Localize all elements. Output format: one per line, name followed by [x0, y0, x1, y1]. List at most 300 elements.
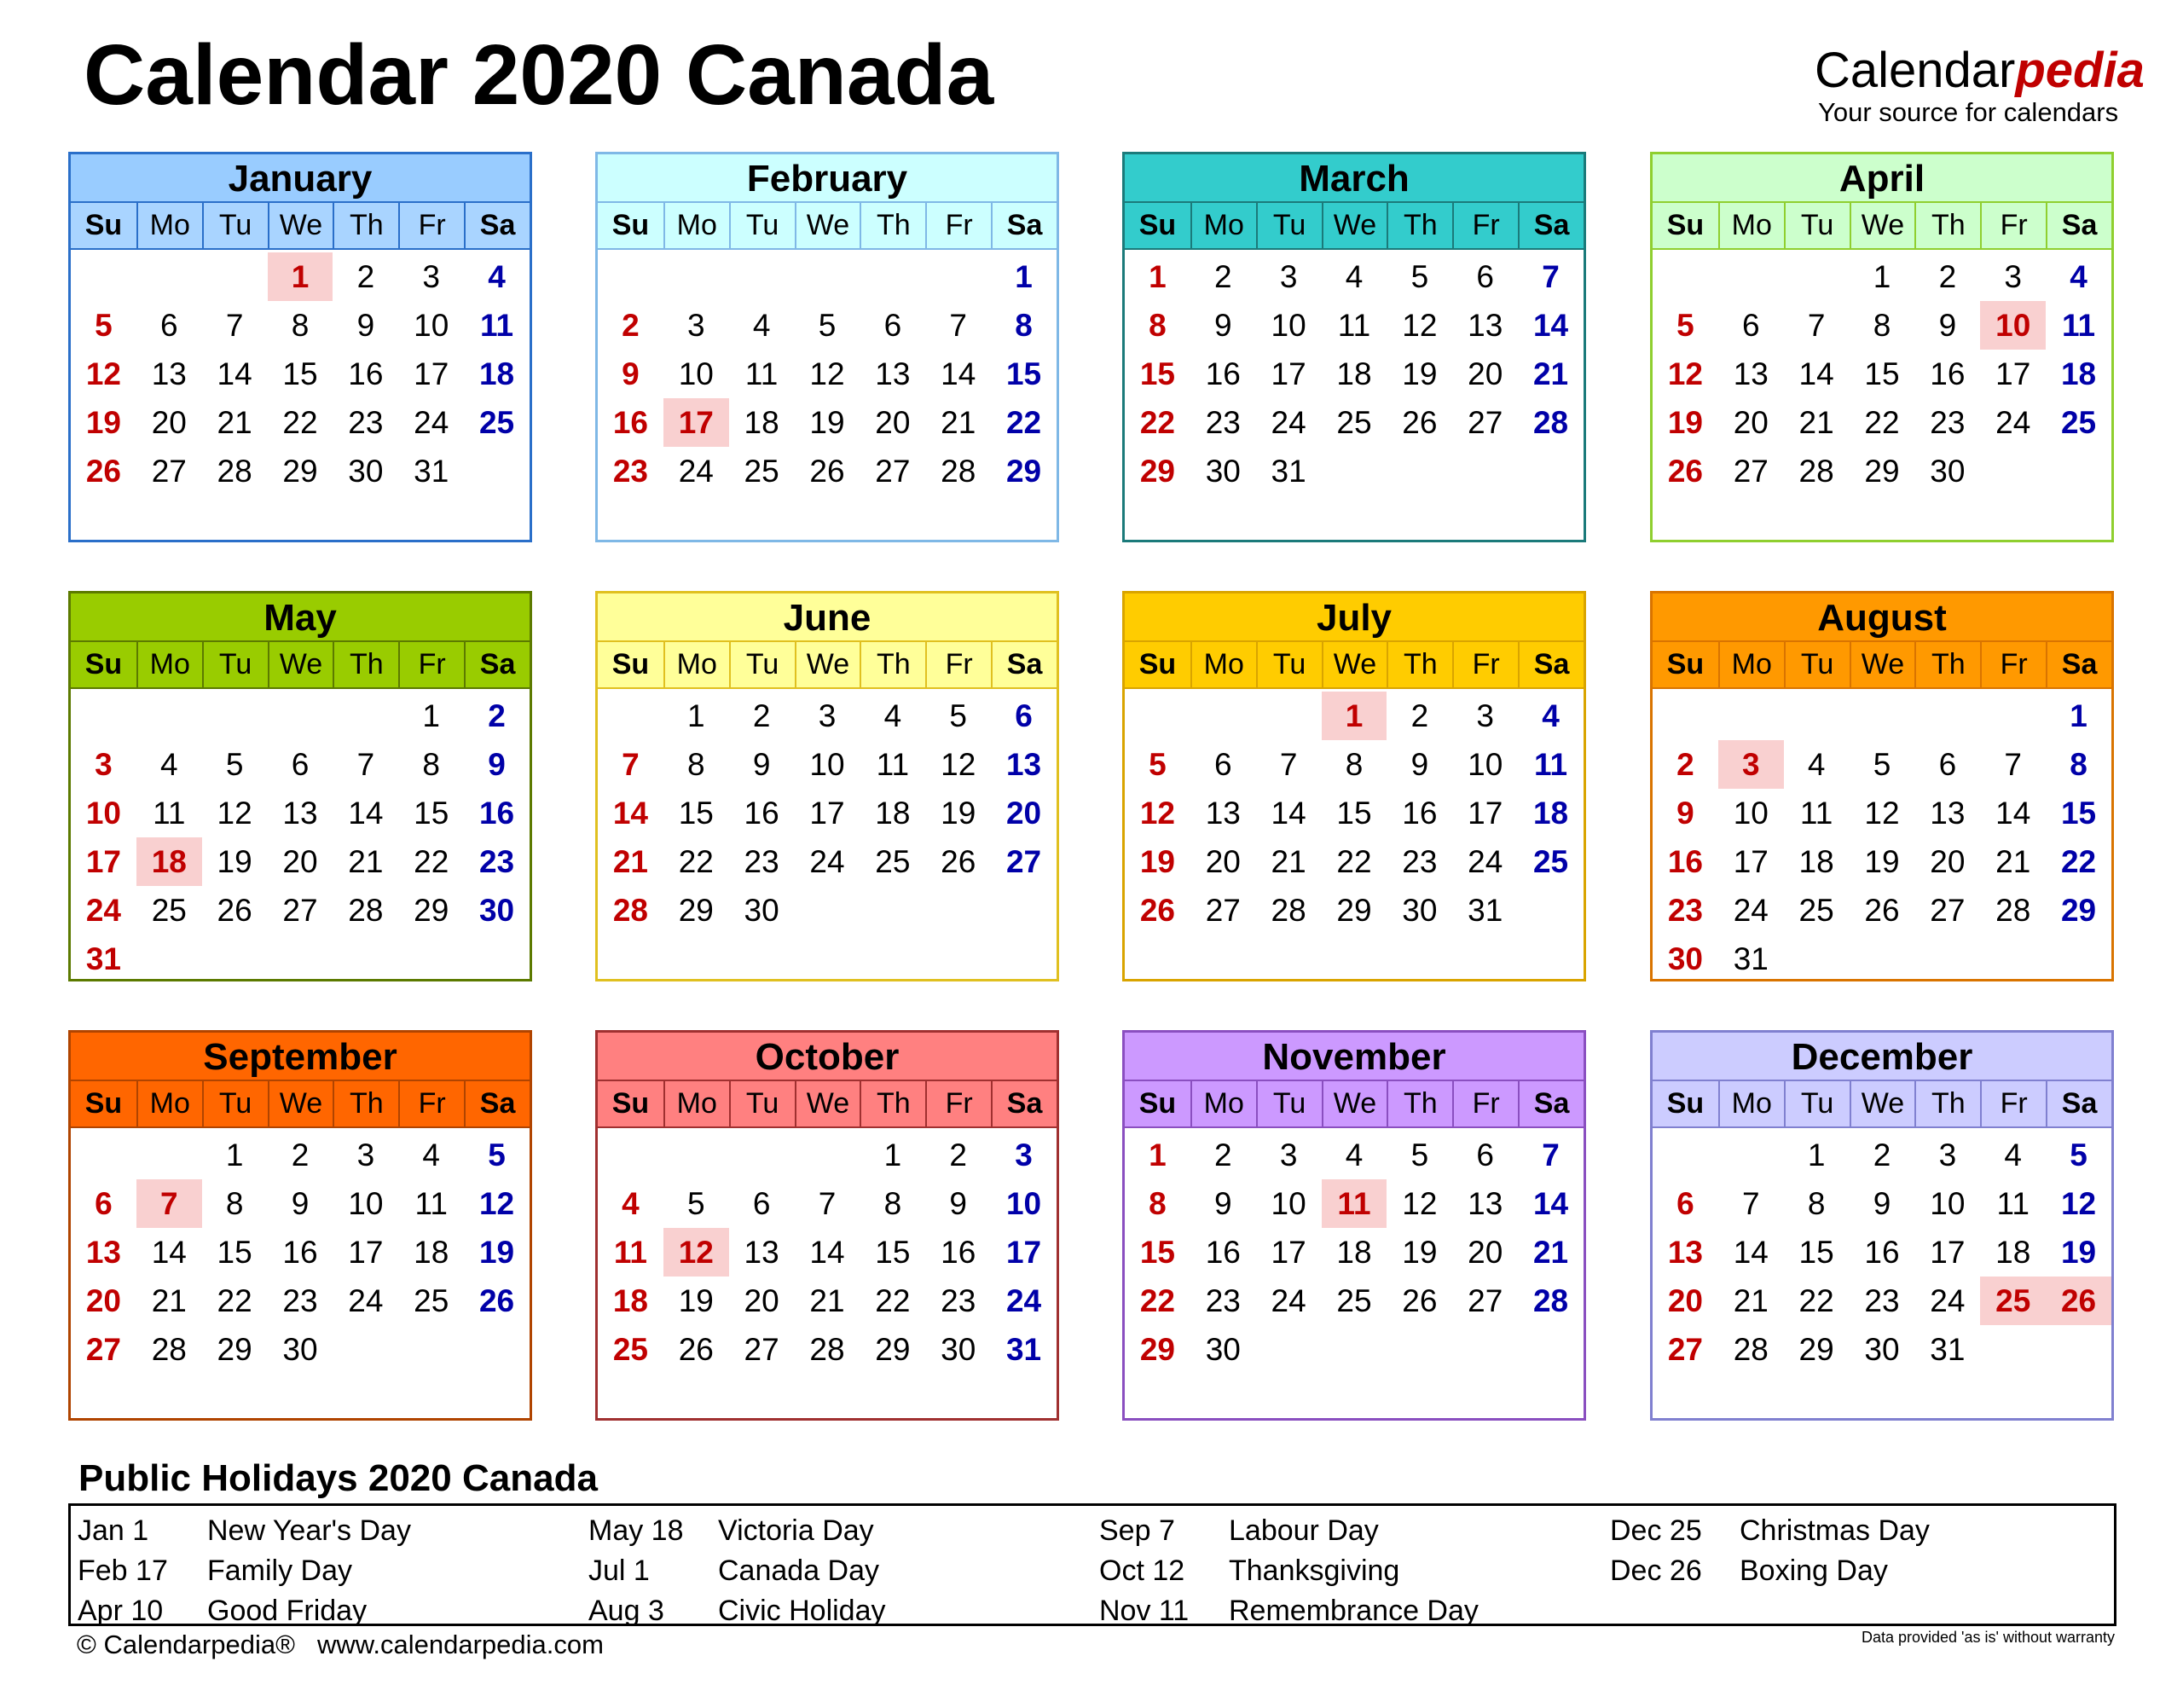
day-cell[interactable]: 4 — [422, 1138, 440, 1172]
day-cell[interactable]: 18 — [414, 1235, 449, 1270]
day-cell[interactable]: 10 — [1271, 308, 1306, 343]
day-cell[interactable]: 29 — [1005, 454, 1042, 489]
day-cell[interactable]: 5 — [949, 698, 967, 733]
day-cell[interactable]: 25 — [1336, 1283, 1372, 1318]
day-cell[interactable]: 5 — [1676, 308, 1694, 343]
day-cell[interactable]: 2 — [1213, 1138, 1232, 1172]
day-cell[interactable]: 27 — [85, 1332, 121, 1367]
day-cell[interactable]: 25 — [478, 405, 515, 440]
day-cell[interactable]: 19 — [478, 1235, 515, 1270]
day-cell[interactable]: 16 — [612, 405, 648, 440]
day-cell[interactable]: 11 — [480, 308, 514, 343]
day-cell[interactable]: 15 — [1798, 1235, 1834, 1270]
holiday-day-cell[interactable]: 7 — [136, 1179, 202, 1228]
day-cell[interactable]: 2 — [622, 308, 640, 343]
day-cell[interactable]: 12 — [1864, 796, 1900, 831]
day-cell[interactable]: 8 — [225, 1186, 244, 1221]
day-cell[interactable]: 22 — [1864, 405, 1900, 440]
day-cell[interactable]: 5 — [488, 1138, 506, 1172]
day-cell[interactable]: 2 — [488, 698, 506, 733]
day-cell[interactable]: 5 — [1873, 747, 1891, 782]
day-cell[interactable]: 28 — [1271, 893, 1306, 928]
day-cell[interactable]: 1 — [2070, 698, 2087, 733]
day-cell[interactable]: 15 — [1139, 356, 1175, 391]
day-cell[interactable]: 17 — [85, 844, 121, 879]
day-cell[interactable]: 3 — [818, 698, 837, 733]
day-cell[interactable]: 26 — [809, 454, 845, 489]
day-cell[interactable]: 17 — [414, 356, 449, 391]
day-cell[interactable]: 20 — [85, 1283, 121, 1318]
day-cell[interactable]: 14 — [1798, 356, 1834, 391]
day-cell[interactable]: 3 — [1279, 259, 1298, 294]
day-cell[interactable]: 28 — [809, 1332, 845, 1367]
day-cell[interactable]: 18 — [1336, 356, 1372, 391]
day-cell[interactable]: 16 — [744, 796, 779, 831]
day-cell[interactable]: 26 — [85, 454, 121, 489]
day-cell[interactable]: 3 — [1015, 1138, 1033, 1172]
day-cell[interactable]: 18 — [1995, 1235, 2031, 1270]
day-cell[interactable]: 29 — [1139, 454, 1175, 489]
day-cell[interactable]: 10 — [85, 796, 121, 831]
holiday-day-cell[interactable]: 18 — [136, 837, 202, 886]
day-cell[interactable]: 19 — [678, 1283, 714, 1318]
day-cell[interactable]: 30 — [1205, 454, 1241, 489]
day-cell[interactable]: 24 — [1271, 405, 1306, 440]
day-cell[interactable]: 7 — [1542, 1138, 1560, 1172]
day-cell[interactable]: 6 — [1938, 747, 1957, 782]
day-cell[interactable]: 11 — [744, 356, 779, 391]
day-cell[interactable]: 31 — [1468, 893, 1503, 928]
day-cell[interactable]: 29 — [1798, 1332, 1834, 1367]
day-cell[interactable]: 29 — [217, 1332, 252, 1367]
day-cell[interactable]: 20 — [151, 405, 187, 440]
day-cell[interactable]: 20 — [1468, 1235, 1503, 1270]
day-cell[interactable]: 23 — [1205, 405, 1241, 440]
day-cell[interactable]: 12 — [217, 796, 252, 831]
day-cell[interactable]: 8 — [1807, 1186, 1826, 1221]
day-cell[interactable]: 26 — [1402, 1283, 1438, 1318]
day-cell[interactable]: 25 — [744, 454, 779, 489]
day-cell[interactable]: 23 — [744, 844, 779, 879]
day-cell[interactable]: 2 — [1938, 259, 1957, 294]
day-cell[interactable]: 24 — [809, 844, 845, 879]
day-cell[interactable]: 13 — [1667, 1235, 1703, 1270]
holiday-day-cell[interactable]: 1 — [1322, 692, 1387, 740]
holiday-day-cell[interactable]: 25 — [1980, 1277, 2046, 1325]
day-cell[interactable]: 16 — [282, 1235, 318, 1270]
day-cell[interactable]: 4 — [752, 308, 771, 343]
day-cell[interactable]: 17 — [1271, 356, 1306, 391]
day-cell[interactable]: 6 — [1476, 259, 1494, 294]
day-cell[interactable]: 14 — [612, 796, 648, 831]
day-cell[interactable]: 22 — [1336, 844, 1372, 879]
day-cell[interactable]: 17 — [1005, 1235, 1042, 1270]
day-cell[interactable]: 14 — [809, 1235, 845, 1270]
holiday-day-cell[interactable]: 12 — [663, 1228, 729, 1277]
day-cell[interactable]: 3 — [1279, 1138, 1298, 1172]
day-cell[interactable]: 8 — [1149, 308, 1167, 343]
day-cell[interactable]: 25 — [1532, 844, 1569, 879]
day-cell[interactable]: 10 — [1733, 796, 1769, 831]
day-cell[interactable]: 15 — [678, 796, 714, 831]
day-cell[interactable]: 22 — [1139, 405, 1175, 440]
day-cell[interactable]: 10 — [1005, 1186, 1042, 1221]
day-cell[interactable]: 13 — [1005, 747, 1042, 782]
day-cell[interactable]: 6 — [159, 308, 178, 343]
day-cell[interactable]: 4 — [2070, 259, 2087, 294]
day-cell[interactable]: 7 — [818, 1186, 837, 1221]
day-cell[interactable]: 19 — [1402, 1235, 1438, 1270]
day-cell[interactable]: 17 — [348, 1235, 384, 1270]
day-cell[interactable]: 26 — [678, 1332, 714, 1367]
day-cell[interactable]: 5 — [1410, 1138, 1429, 1172]
day-cell[interactable]: 18 — [1336, 1235, 1372, 1270]
day-cell[interactable]: 11 — [153, 796, 186, 831]
day-cell[interactable]: 14 — [941, 356, 976, 391]
day-cell[interactable]: 22 — [875, 1283, 911, 1318]
day-cell[interactable]: 28 — [1532, 405, 1569, 440]
day-cell[interactable]: 2 — [356, 259, 375, 294]
day-cell[interactable]: 30 — [1864, 1332, 1900, 1367]
day-cell[interactable]: 29 — [2060, 893, 2097, 928]
day-cell[interactable]: 13 — [151, 356, 187, 391]
day-cell[interactable]: 24 — [678, 454, 714, 489]
day-cell[interactable]: 29 — [875, 1332, 911, 1367]
day-cell[interactable]: 8 — [686, 747, 705, 782]
day-cell[interactable]: 14 — [217, 356, 252, 391]
day-cell[interactable]: 5 — [1410, 259, 1429, 294]
day-cell[interactable]: 21 — [151, 1283, 187, 1318]
day-cell[interactable]: 1 — [225, 1138, 244, 1172]
day-cell[interactable]: 24 — [1271, 1283, 1306, 1318]
day-cell[interactable]: 4 — [488, 259, 506, 294]
day-cell[interactable]: 26 — [1667, 454, 1703, 489]
day-cell[interactable]: 18 — [1532, 796, 1569, 831]
day-cell[interactable]: 22 — [1005, 405, 1042, 440]
day-cell[interactable]: 28 — [1995, 893, 2031, 928]
day-cell[interactable]: 16 — [1930, 356, 1966, 391]
day-cell[interactable]: 20 — [1733, 405, 1769, 440]
day-cell[interactable]: 13 — [875, 356, 911, 391]
day-cell[interactable]: 17 — [1930, 1235, 1966, 1270]
day-cell[interactable]: 15 — [1336, 796, 1372, 831]
day-cell[interactable]: 4 — [1542, 698, 1560, 733]
day-cell[interactable]: 9 — [1676, 796, 1694, 831]
day-cell[interactable]: 16 — [1205, 1235, 1241, 1270]
day-cell[interactable]: 30 — [348, 454, 384, 489]
day-cell[interactable]: 5 — [95, 308, 113, 343]
day-cell[interactable]: 31 — [1733, 941, 1769, 976]
day-cell[interactable]: 10 — [348, 1186, 384, 1221]
day-cell[interactable]: 3 — [356, 1138, 375, 1172]
day-cell[interactable]: 24 — [85, 893, 121, 928]
day-cell[interactable]: 27 — [875, 454, 911, 489]
day-cell[interactable]: 11 — [414, 1186, 448, 1221]
day-cell[interactable]: 26 — [217, 893, 252, 928]
day-cell[interactable]: 23 — [348, 405, 384, 440]
day-cell[interactable]: 27 — [1205, 893, 1241, 928]
day-cell[interactable]: 4 — [883, 698, 902, 733]
day-cell[interactable]: 19 — [809, 405, 845, 440]
day-cell[interactable]: 22 — [217, 1283, 252, 1318]
day-cell[interactable]: 4 — [2004, 1138, 2022, 1172]
day-cell[interactable]: 9 — [1410, 747, 1429, 782]
day-cell[interactable]: 2 — [1873, 1138, 1891, 1172]
day-cell[interactable]: 4 — [1345, 1138, 1364, 1172]
day-cell[interactable]: 12 — [1402, 1186, 1438, 1221]
day-cell[interactable]: 9 — [949, 1186, 967, 1221]
day-cell[interactable]: 27 — [744, 1332, 779, 1367]
day-cell[interactable]: 2 — [1213, 259, 1232, 294]
holiday-day-cell[interactable]: 10 — [1980, 301, 2046, 350]
day-cell[interactable]: 21 — [1532, 1235, 1569, 1270]
day-cell[interactable]: 26 — [1139, 893, 1175, 928]
day-cell[interactable]: 2 — [1676, 747, 1694, 782]
day-cell[interactable]: 3 — [1938, 1138, 1957, 1172]
day-cell[interactable]: 30 — [1667, 941, 1703, 976]
day-cell[interactable]: 11 — [2062, 308, 2096, 343]
day-cell[interactable]: 22 — [2060, 844, 2097, 879]
day-cell[interactable]: 14 — [1271, 796, 1306, 831]
day-cell[interactable]: 16 — [348, 356, 384, 391]
day-cell[interactable]: 2 — [949, 1138, 967, 1172]
day-cell[interactable]: 12 — [85, 356, 121, 391]
day-cell[interactable]: 13 — [1468, 1186, 1503, 1221]
day-cell[interactable]: 11 — [876, 747, 910, 782]
day-cell[interactable]: 27 — [1733, 454, 1769, 489]
day-cell[interactable]: 7 — [949, 308, 967, 343]
day-cell[interactable]: 22 — [1139, 1283, 1175, 1318]
day-cell[interactable]: 23 — [1205, 1283, 1241, 1318]
day-cell[interactable]: 9 — [622, 356, 640, 391]
day-cell[interactable]: 9 — [356, 308, 375, 343]
day-cell[interactable]: 29 — [678, 893, 714, 928]
day-cell[interactable]: 28 — [151, 1332, 187, 1367]
day-cell[interactable]: 23 — [1930, 405, 1966, 440]
day-cell[interactable]: 31 — [1271, 454, 1306, 489]
day-cell[interactable]: 8 — [422, 747, 440, 782]
day-cell[interactable]: 20 — [1005, 796, 1042, 831]
day-cell[interactable]: 31 — [414, 454, 449, 489]
day-cell[interactable]: 8 — [1015, 308, 1033, 343]
day-cell[interactable]: 27 — [1005, 844, 1042, 879]
holiday-day-cell[interactable]: 17 — [663, 398, 729, 447]
day-cell[interactable]: 7 — [225, 308, 244, 343]
day-cell[interactable]: 9 — [1938, 308, 1957, 343]
day-cell[interactable]: 30 — [1402, 893, 1438, 928]
day-cell[interactable]: 9 — [291, 1186, 310, 1221]
day-cell[interactable]: 23 — [478, 844, 515, 879]
day-cell[interactable]: 26 — [941, 844, 976, 879]
day-cell[interactable]: 10 — [414, 308, 449, 343]
day-cell[interactable]: 30 — [282, 1332, 318, 1367]
day-cell[interactable]: 25 — [612, 1332, 648, 1367]
day-cell[interactable]: 1 — [1807, 1138, 1826, 1172]
day-cell[interactable]: 6 — [883, 308, 902, 343]
day-cell[interactable]: 15 — [282, 356, 318, 391]
day-cell[interactable]: 14 — [1532, 1186, 1569, 1221]
day-cell[interactable]: 7 — [1279, 747, 1298, 782]
day-cell[interactable]: 21 — [1271, 844, 1306, 879]
day-cell[interactable]: 21 — [1798, 405, 1834, 440]
day-cell[interactable]: 27 — [1930, 893, 1966, 928]
day-cell[interactable]: 23 — [1864, 1283, 1900, 1318]
day-cell[interactable]: 15 — [1139, 1235, 1175, 1270]
day-cell[interactable]: 27 — [1468, 1283, 1503, 1318]
day-cell[interactable]: 6 — [1476, 1138, 1494, 1172]
day-cell[interactable]: 12 — [478, 1186, 515, 1221]
day-cell[interactable]: 9 — [1873, 1186, 1891, 1221]
day-cell[interactable]: 29 — [1864, 454, 1900, 489]
day-cell[interactable]: 16 — [1667, 844, 1703, 879]
day-cell[interactable]: 13 — [1733, 356, 1769, 391]
day-cell[interactable]: 10 — [1468, 747, 1503, 782]
day-cell[interactable]: 24 — [1005, 1283, 1042, 1318]
day-cell[interactable]: 4 — [622, 1186, 640, 1221]
day-cell[interactable]: 16 — [1402, 796, 1438, 831]
day-cell[interactable]: 3 — [422, 259, 440, 294]
day-cell[interactable]: 7 — [622, 747, 640, 782]
day-cell[interactable]: 21 — [941, 405, 976, 440]
day-cell[interactable]: 19 — [1139, 844, 1175, 879]
day-cell[interactable]: 4 — [1807, 747, 1826, 782]
day-cell[interactable]: 19 — [941, 796, 976, 831]
day-cell[interactable]: 31 — [1005, 1332, 1042, 1367]
day-cell[interactable]: 1 — [1149, 1138, 1167, 1172]
day-cell[interactable]: 25 — [1798, 893, 1834, 928]
day-cell[interactable]: 28 — [217, 454, 252, 489]
day-cell[interactable]: 29 — [414, 893, 449, 928]
day-cell[interactable]: 22 — [1798, 1283, 1834, 1318]
day-cell[interactable]: 9 — [1213, 308, 1232, 343]
day-cell[interactable]: 22 — [282, 405, 318, 440]
day-cell[interactable]: 27 — [1468, 405, 1503, 440]
brand-logo[interactable] — [1815, 43, 2147, 127]
day-cell[interactable]: 21 — [1995, 844, 2031, 879]
day-cell[interactable]: 10 — [678, 356, 714, 391]
day-cell[interactable]: 12 — [941, 747, 976, 782]
day-cell[interactable]: 23 — [1667, 893, 1703, 928]
day-cell[interactable]: 16 — [1205, 356, 1241, 391]
day-cell[interactable]: 11 — [1996, 1186, 2030, 1221]
day-cell[interactable]: 19 — [1402, 356, 1438, 391]
day-cell[interactable]: 17 — [1733, 844, 1769, 879]
day-cell[interactable]: 24 — [414, 405, 449, 440]
day-cell[interactable]: 12 — [809, 356, 845, 391]
day-cell[interactable]: 20 — [282, 844, 318, 879]
day-cell[interactable]: 20 — [875, 405, 911, 440]
day-cell[interactable]: 12 — [1667, 356, 1703, 391]
day-cell[interactable]: 8 — [291, 308, 310, 343]
day-cell[interactable]: 6 — [1213, 747, 1232, 782]
day-cell[interactable]: 25 — [151, 893, 187, 928]
day-cell[interactable]: 4 — [159, 747, 178, 782]
day-cell[interactable]: 26 — [1864, 893, 1900, 928]
day-cell[interactable]: 28 — [612, 893, 648, 928]
day-cell[interactable]: 13 — [1468, 308, 1503, 343]
day-cell[interactable]: 25 — [414, 1283, 449, 1318]
day-cell[interactable]: 18 — [744, 405, 779, 440]
day-cell[interactable]: 7 — [1542, 259, 1560, 294]
day-cell[interactable]: 21 — [809, 1283, 845, 1318]
day-cell[interactable]: 22 — [678, 844, 714, 879]
day-cell[interactable]: 1 — [422, 698, 440, 733]
day-cell[interactable]: 29 — [1336, 893, 1372, 928]
day-cell[interactable]: 13 — [1930, 796, 1966, 831]
day-cell[interactable]: 16 — [941, 1235, 976, 1270]
day-cell[interactable]: 13 — [85, 1235, 121, 1270]
day-cell[interactable]: 5 — [2070, 1138, 2087, 1172]
day-cell[interactable]: 6 — [1676, 1186, 1694, 1221]
day-cell[interactable]: 2 — [291, 1138, 310, 1172]
day-cell[interactable]: 19 — [2060, 1235, 2097, 1270]
day-cell[interactable]: 11 — [613, 1235, 647, 1270]
holiday-day-cell[interactable]: 1 — [268, 252, 333, 301]
day-cell[interactable]: 25 — [2060, 405, 2097, 440]
day-cell[interactable]: 20 — [1930, 844, 1966, 879]
day-cell[interactable]: 25 — [875, 844, 911, 879]
day-cell[interactable]: 9 — [1213, 1186, 1232, 1221]
day-cell[interactable]: 21 — [612, 844, 648, 879]
day-cell[interactable]: 29 — [1139, 1332, 1175, 1367]
day-cell[interactable]: 1 — [1015, 259, 1033, 294]
day-cell[interactable]: 21 — [217, 405, 252, 440]
day-cell[interactable]: 27 — [151, 454, 187, 489]
day-cell[interactable]: 8 — [883, 1186, 902, 1221]
day-cell[interactable]: 19 — [1667, 405, 1703, 440]
day-cell[interactable]: 14 — [1532, 308, 1569, 343]
day-cell[interactable]: 30 — [478, 893, 515, 928]
day-cell[interactable]: 20 — [1667, 1283, 1703, 1318]
day-cell[interactable]: 7 — [2004, 747, 2022, 782]
day-cell[interactable]: 30 — [1930, 454, 1966, 489]
day-cell[interactable]: 18 — [612, 1283, 648, 1318]
day-cell[interactable]: 19 — [85, 405, 121, 440]
day-cell[interactable]: 6 — [1741, 308, 1760, 343]
day-cell[interactable]: 4 — [1345, 259, 1364, 294]
holiday-day-cell[interactable]: 3 — [1718, 740, 1784, 789]
day-cell[interactable]: 23 — [941, 1283, 976, 1318]
day-cell[interactable]: 6 — [752, 1186, 771, 1221]
day-cell[interactable]: 14 — [1733, 1235, 1769, 1270]
day-cell[interactable]: 1 — [1873, 259, 1891, 294]
day-cell[interactable]: 20 — [744, 1283, 779, 1318]
day-cell[interactable]: 24 — [1995, 405, 2031, 440]
day-cell[interactable]: 1 — [1149, 259, 1167, 294]
day-cell[interactable]: 28 — [1733, 1332, 1769, 1367]
day-cell[interactable]: 6 — [291, 747, 310, 782]
day-cell[interactable]: 21 — [1733, 1283, 1769, 1318]
day-cell[interactable]: 5 — [1149, 747, 1167, 782]
day-cell[interactable]: 8 — [1345, 747, 1364, 782]
day-cell[interactable]: 22 — [414, 844, 449, 879]
day-cell[interactable]: 17 — [809, 796, 845, 831]
day-cell[interactable]: 10 — [1930, 1186, 1966, 1221]
day-cell[interactable]: 19 — [1864, 844, 1900, 879]
day-cell[interactable]: 13 — [1205, 796, 1241, 831]
day-cell[interactable]: 13 — [744, 1235, 779, 1270]
holiday-day-cell[interactable]: 11 — [1322, 1179, 1387, 1228]
day-cell[interactable]: 13 — [282, 796, 318, 831]
day-cell[interactable]: 6 — [95, 1186, 113, 1221]
day-cell[interactable]: 3 — [2004, 259, 2022, 294]
day-cell[interactable]: 15 — [1864, 356, 1900, 391]
holiday-day-cell[interactable]: 26 — [2046, 1277, 2111, 1325]
day-cell[interactable]: 30 — [744, 893, 779, 928]
day-cell[interactable]: 24 — [348, 1283, 384, 1318]
day-cell[interactable]: 24 — [1930, 1283, 1966, 1318]
day-cell[interactable]: 3 — [95, 747, 113, 782]
